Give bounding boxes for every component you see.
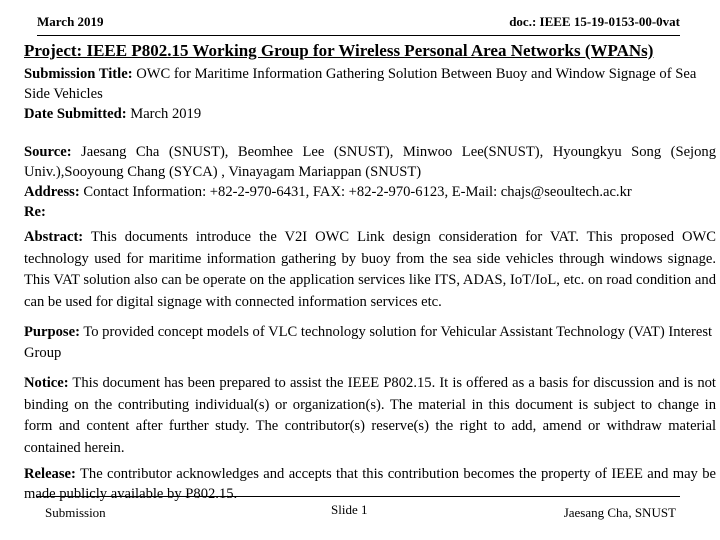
footer-divider [37,496,680,497]
source [24,142,716,182]
project-title: Project: IEEE P802.15 Working Group for Wireless Personal Area Networks (WPANs) [24,41,654,60]
source-label: Source: [24,144,72,160]
abstract-value: This documents introduce the V2I OWC Link design consideration for VAT. This proposed OWC technology used for maritime information gathering by buoy from the sea side vehicles through windows signage. This VAT solution also can be operate on the application services like ITS, ADAS, IoT/IoL, etc. on road condition and can be used for digital signage with connected information services etc. [24,229,716,310]
footer-slide-number: Slide 1 [331,502,368,517]
notice-value: This document has been prepared to assist the IEEE P802.15. It is offered as a basis for discussion and is not binding on the contributing individual(s) or organization(s). The material in this document is subject to change in form and content after further study. The contributor(s) reserve(s) the right to add, amend or withdraw material contained herein. [24,375,716,456]
notice-label: Notice: [24,375,69,391]
submission-title-label: Submission Title: [24,66,133,82]
date-submitted-label: Date Submitted: [24,106,127,122]
footer-author: Jaesang Cha, SNUST [563,505,676,520]
header-date: March 2019 [37,14,104,29]
address-label: Address: [24,184,80,200]
submission-title-value: OWC for Maritime Information Gathering Solution Between Buoy and Window Signage of Sea Side Vehicles [24,66,697,102]
purpose-label: Purpose: [24,324,80,340]
submission-title [24,64,716,104]
header-doc-id: doc.: IEEE 15-19-0153-00-0vat [509,14,680,29]
address [24,182,716,202]
abstract-label: Abstract: [24,229,84,245]
abstract [24,227,716,313]
header-divider [37,35,680,36]
re-label: Re: [24,204,46,220]
purpose [24,322,716,364]
release-label: Release: [24,466,76,482]
release [24,464,716,504]
date-submitted-value: March 2019 [130,106,202,122]
release-value: The contributor acknowledges and accepts that this contribution becomes the property of IEEE and may be made publicly available by P802.15. [24,466,716,502]
notice [24,373,716,459]
footer-submission: Submission [45,505,106,520]
re [24,202,716,222]
purpose-value: To provided concept models of VLC technology solution for Vehicular Assistant Technology (VAT) Interest Group [24,324,713,361]
source-value: Jaesang Cha (SNUST), Beomhee Lee (SNUST), Minwoo Lee(SNUST), Hyoungkyu Song (Sejong Univ.),Sooyoung Chang (SYCA) , Vinayagam Mariappan (SNUST) [24,144,716,180]
document-body [24,64,716,504]
date-submitted [24,104,716,124]
address-value: Contact Information: +82-2-970-6431, FAX: +82-2-970-6123, E-Mail: chajs@seoultech.ac.kr [83,184,632,200]
